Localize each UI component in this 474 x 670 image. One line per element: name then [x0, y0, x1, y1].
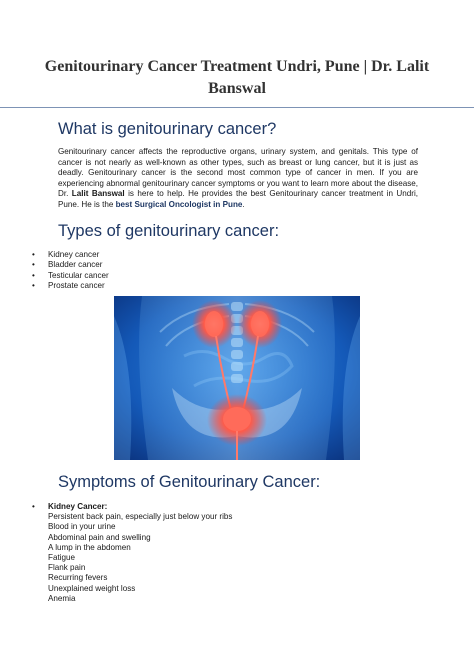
list-item: Flank pain [48, 563, 86, 573]
doctor-name: Lalit Banswal [71, 189, 125, 199]
list-item: • Prostate cancer [32, 281, 109, 291]
kidney-symptoms [32, 512, 232, 604]
list-item: • Kidney cancer [32, 250, 109, 260]
list-item: Anemia [48, 593, 76, 603]
list-item: • Bladder cancer [32, 260, 109, 270]
document-title: Genitourinary Cancer Treatment Undri, Pune | Dr. Lalit Banswal [44, 58, 430, 97]
list-item: Blood in your urine [48, 522, 116, 532]
list-item: Persistent back pain, especially just below your ribs [48, 512, 233, 522]
list-item: • Testicular cancer [32, 271, 109, 281]
list-item: Abdominal pain and swelling [48, 532, 151, 542]
intro-text-2: is here to help. He provides the best Genitourinary cancer treatment in Undri, Pune. He is the [58, 189, 419, 209]
heading-what-is: What is genitourinary cancer? [58, 120, 277, 138]
list-item: Fatigue [48, 553, 75, 563]
list-item: Recurring fevers [48, 573, 108, 583]
intro-paragraph [58, 147, 418, 211]
list-item: A lump in the abdomen [48, 542, 131, 552]
kidney-cancer-subheading: • Kidney Cancer: [32, 502, 232, 512]
intro-text-1: Genitourinary cancer affects the reproductive organs, urinary system, and genitals. This type of cancer is not nearly as well-known as other types, such as breast or lung cancer, but it is just as deadly. Genitourinary cancer is the second most common type of cancer in men. If you are experiencing abnormal genitourinary cancer symptoms or you want to learn more about the disease, Dr. [58, 147, 418, 199]
list-item: Unexplained weight loss [48, 583, 136, 593]
anatomy-image [114, 296, 360, 460]
symptoms-list [32, 502, 232, 604]
title-divider [0, 107, 474, 108]
oncologist-link[interactable]: best Surgical Oncologist in Pune [115, 199, 243, 209]
intro-text-end: . [242, 199, 245, 209]
heading-types: Types of genitourinary cancer: [58, 222, 280, 240]
urinary-system-illustration [114, 296, 360, 460]
types-list [32, 250, 109, 291]
heading-symptoms: Symptoms of Genitourinary Cancer: [58, 473, 321, 491]
